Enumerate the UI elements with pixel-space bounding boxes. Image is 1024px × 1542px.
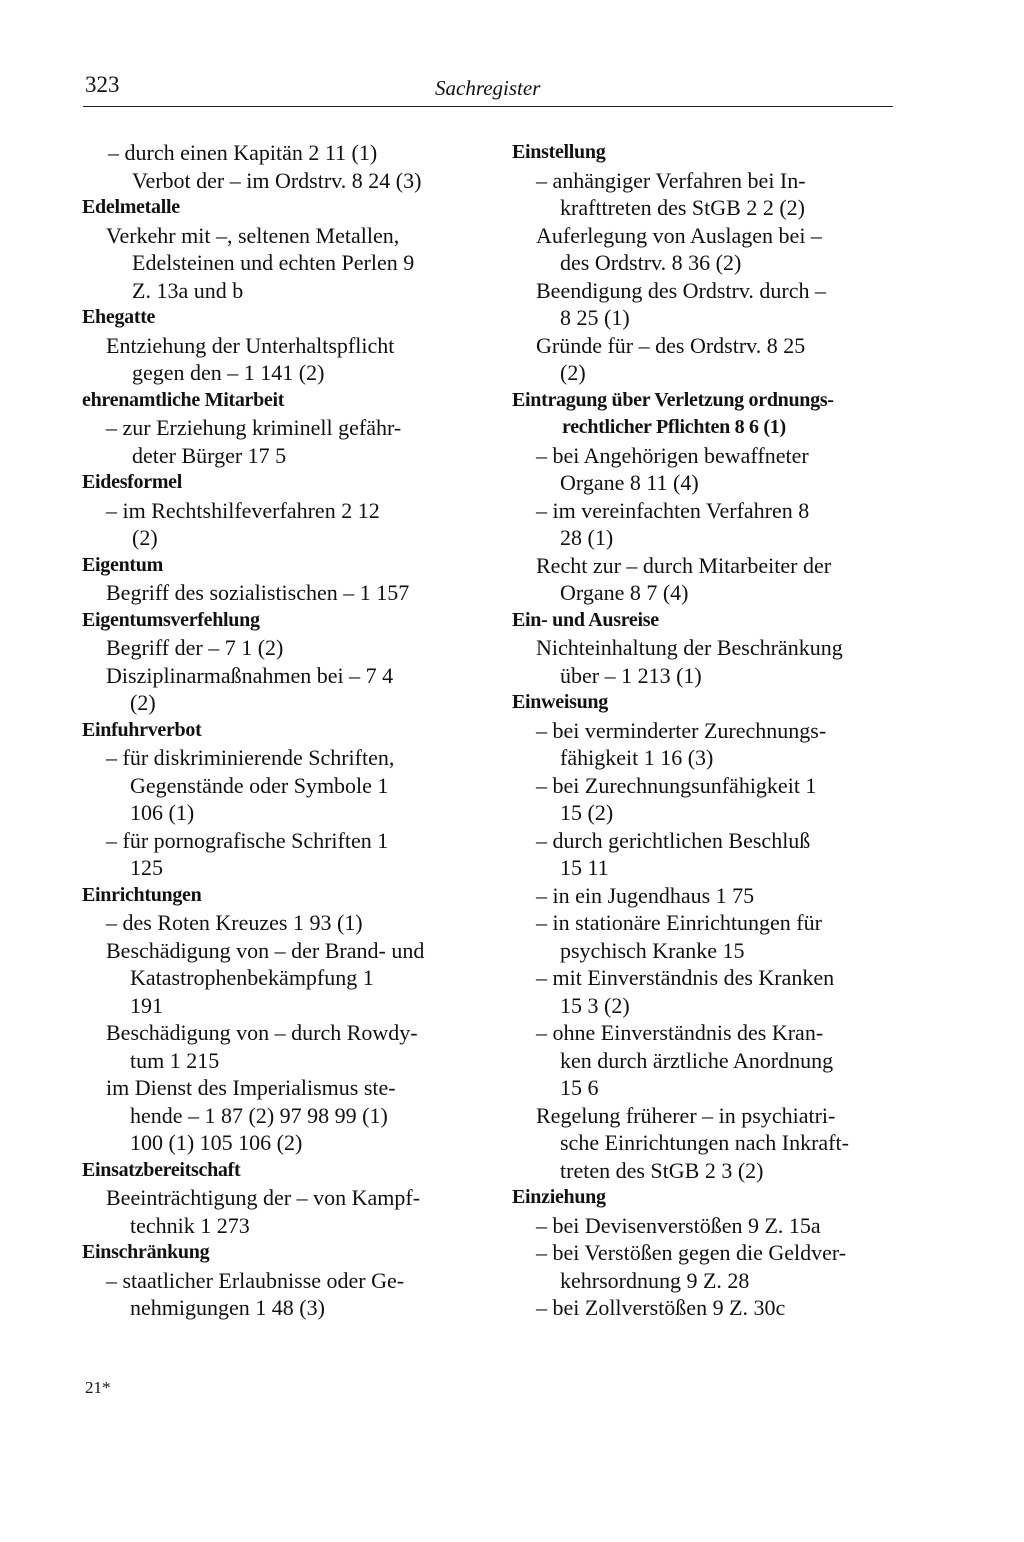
index-heading: Einschränkung bbox=[82, 1241, 210, 1263]
index-line: deter Bürger 17 5 bbox=[132, 442, 287, 468]
index-line: gegen den – 1 141 (2) bbox=[132, 360, 325, 385]
index-line: – staatlicher Erlaubnisse oder Ge- bbox=[106, 1267, 405, 1293]
index-heading: Edelmetalle bbox=[82, 196, 180, 218]
index-heading: Eigentum bbox=[82, 553, 163, 576]
index-line: 8 25 (1) bbox=[560, 305, 630, 330]
index-line: Disziplinarmaßnahmen bei – 7 4 bbox=[106, 662, 394, 688]
index-line: – bei Devisenverstößen 9 Z. 15a bbox=[536, 1212, 821, 1238]
page-number: 323 bbox=[85, 72, 120, 97]
index-line: Organe 8 7 (4) bbox=[560, 580, 689, 605]
index-heading: Einziehung bbox=[512, 1186, 606, 1208]
index-line: – anhängiger Verfahren bei In- bbox=[536, 167, 806, 193]
index-line: Organe 8 11 (4) bbox=[560, 470, 699, 495]
index-line: – durch gerichtlichen Beschluß bbox=[536, 827, 811, 853]
index-line: Recht zur – durch Mitarbeiter der bbox=[536, 552, 832, 578]
index-line: Verkehr mit –, seltenen Metallen, bbox=[106, 222, 400, 248]
index-line: psychisch Kranke 15 bbox=[560, 937, 745, 963]
index-line: 191 bbox=[130, 992, 163, 1018]
index-heading: Ehegatte bbox=[82, 306, 156, 328]
index-line: technik 1 273 bbox=[130, 1212, 250, 1238]
index-heading: Einweisung bbox=[512, 691, 608, 713]
index-line: 15 3 (2) bbox=[560, 992, 630, 1018]
index-line: Begriff des sozialistischen – 1 157 bbox=[106, 580, 410, 605]
index-heading: rechtlicher Pflichten 8 6 (1) bbox=[562, 416, 786, 438]
index-heading: ehrenamtliche Mitarbeit bbox=[82, 388, 285, 411]
index-line: über – 1 213 (1) bbox=[560, 662, 702, 688]
index-line: fähigkeit 1 16 (3) bbox=[560, 745, 714, 770]
index-line: Katastrophenbekämpfung 1 bbox=[130, 965, 374, 990]
index-heading: Ein- und Ausreise bbox=[512, 608, 659, 631]
signature-mark: 21* bbox=[85, 1378, 111, 1397]
index-line: – bei Zurechnungsunfähigkeit 1 bbox=[536, 772, 817, 798]
index-heading: Einfuhrverbot bbox=[82, 718, 202, 741]
index-line: im Dienst des Imperialismus ste- bbox=[106, 1075, 396, 1100]
index-line: – im Rechtshilfeverfahren 2 12 bbox=[106, 497, 380, 523]
index-line: Nichteinhaltung der Beschränkung bbox=[536, 635, 843, 660]
index-line: Gegenstände oder Symbole 1 bbox=[130, 772, 389, 798]
index-line: 28 (1) bbox=[560, 525, 614, 550]
index-line: – im vereinfachten Verfahren 8 bbox=[536, 497, 810, 523]
index-line: – ohne Einverständnis des Kran- bbox=[536, 1020, 824, 1045]
index-line: – in stationäre Einrichtungen für bbox=[536, 910, 822, 935]
index-line: – bei Verstößen gegen die Geldver- bbox=[536, 1240, 847, 1265]
index-line: 15 6 bbox=[560, 1075, 599, 1100]
index-line: tum 1 215 bbox=[130, 1047, 220, 1073]
index-line: – durch einen Kapitän 2 11 (1) bbox=[108, 140, 378, 165]
index-line: hende – 1 87 (2) 97 98 99 (1) bbox=[130, 1102, 388, 1128]
index-line: des Ordstrv. 8 36 (2) bbox=[560, 250, 742, 275]
index-heading: Eidesformel bbox=[82, 471, 183, 493]
index-line: – für diskriminierende Schriften, bbox=[106, 745, 395, 770]
index-heading: Eintragung über Verletzung ordnungs- bbox=[512, 388, 834, 411]
index-heading: Einsatzbereitschaft bbox=[82, 1158, 241, 1181]
index-line: (2) bbox=[560, 360, 586, 385]
header-rule bbox=[83, 106, 893, 107]
index-line: Entziehung der Unterhaltspflicht bbox=[106, 332, 395, 358]
index-heading: Einrichtungen bbox=[82, 883, 202, 906]
index-line: Beeinträchtigung der – von Kampf- bbox=[106, 1185, 421, 1210]
index-line: Beschädigung von – durch Rowdy- bbox=[106, 1020, 418, 1045]
index-line: – mit Einverständnis des Kranken bbox=[536, 965, 835, 990]
index-heading: Eigentumsverfehlung bbox=[82, 608, 260, 631]
index-line: Edelsteinen und echten Perlen 9 bbox=[132, 250, 415, 275]
index-line: 125 bbox=[130, 855, 163, 880]
index-line: 15 (2) bbox=[560, 800, 614, 825]
index-line: 100 (1) 105 106 (2) bbox=[130, 1130, 303, 1155]
index-line: Gründe für – des Ordstrv. 8 25 bbox=[536, 332, 806, 358]
index-column-left bbox=[82, 139, 477, 1322]
index-line: Beendigung des Ordstrv. durch – bbox=[536, 277, 827, 303]
index-line: (2) bbox=[130, 690, 156, 715]
index-line: sche Einrichtungen nach Inkraft- bbox=[560, 1130, 849, 1155]
index-line: krafttreten des StGB 2 2 (2) bbox=[560, 195, 805, 220]
index-line: treten des StGB 2 3 (2) bbox=[560, 1157, 764, 1183]
index-line: – in ein Jugendhaus 1 75 bbox=[536, 882, 755, 908]
index-line: – bei Angehörigen bewaffneter bbox=[536, 442, 809, 468]
index-line: – des Roten Kreuzes 1 93 (1) bbox=[106, 910, 363, 935]
index-line: Z. 13a und b bbox=[132, 277, 244, 303]
index-line: kehrsordnung 9 Z. 28 bbox=[560, 1267, 750, 1293]
index-line: nehmigungen 1 48 (3) bbox=[130, 1295, 325, 1320]
index-line: Beschädigung von – der Brand- und bbox=[106, 937, 425, 963]
index-line: Begriff der – 7 1 (2) bbox=[106, 635, 284, 660]
index-heading: Einstellung bbox=[512, 141, 606, 163]
index-line: 106 (1) bbox=[130, 800, 195, 825]
index-line: – zur Erziehung kriminell gefähr- bbox=[106, 415, 402, 440]
index-line: (2) bbox=[132, 525, 158, 550]
index-line: Verbot der – im Ordstrv. 8 24 (3) bbox=[132, 167, 422, 193]
index-line: – bei verminderter Zurechnungs- bbox=[536, 717, 827, 743]
index-line: 15 11 bbox=[560, 855, 609, 880]
index-line: ken durch ärztliche Anordnung bbox=[560, 1047, 834, 1073]
running-title: Sachregister bbox=[435, 76, 541, 100]
index-line: Auferlegung von Auslagen bei – bbox=[536, 222, 822, 248]
index-line: Regelung früherer – in psychiatri- bbox=[536, 1102, 836, 1128]
index-line: – für pornografische Schriften 1 bbox=[106, 827, 389, 853]
index-line: – bei Zollverstößen 9 Z. 30c bbox=[536, 1295, 786, 1320]
index-column-right bbox=[512, 139, 897, 1322]
